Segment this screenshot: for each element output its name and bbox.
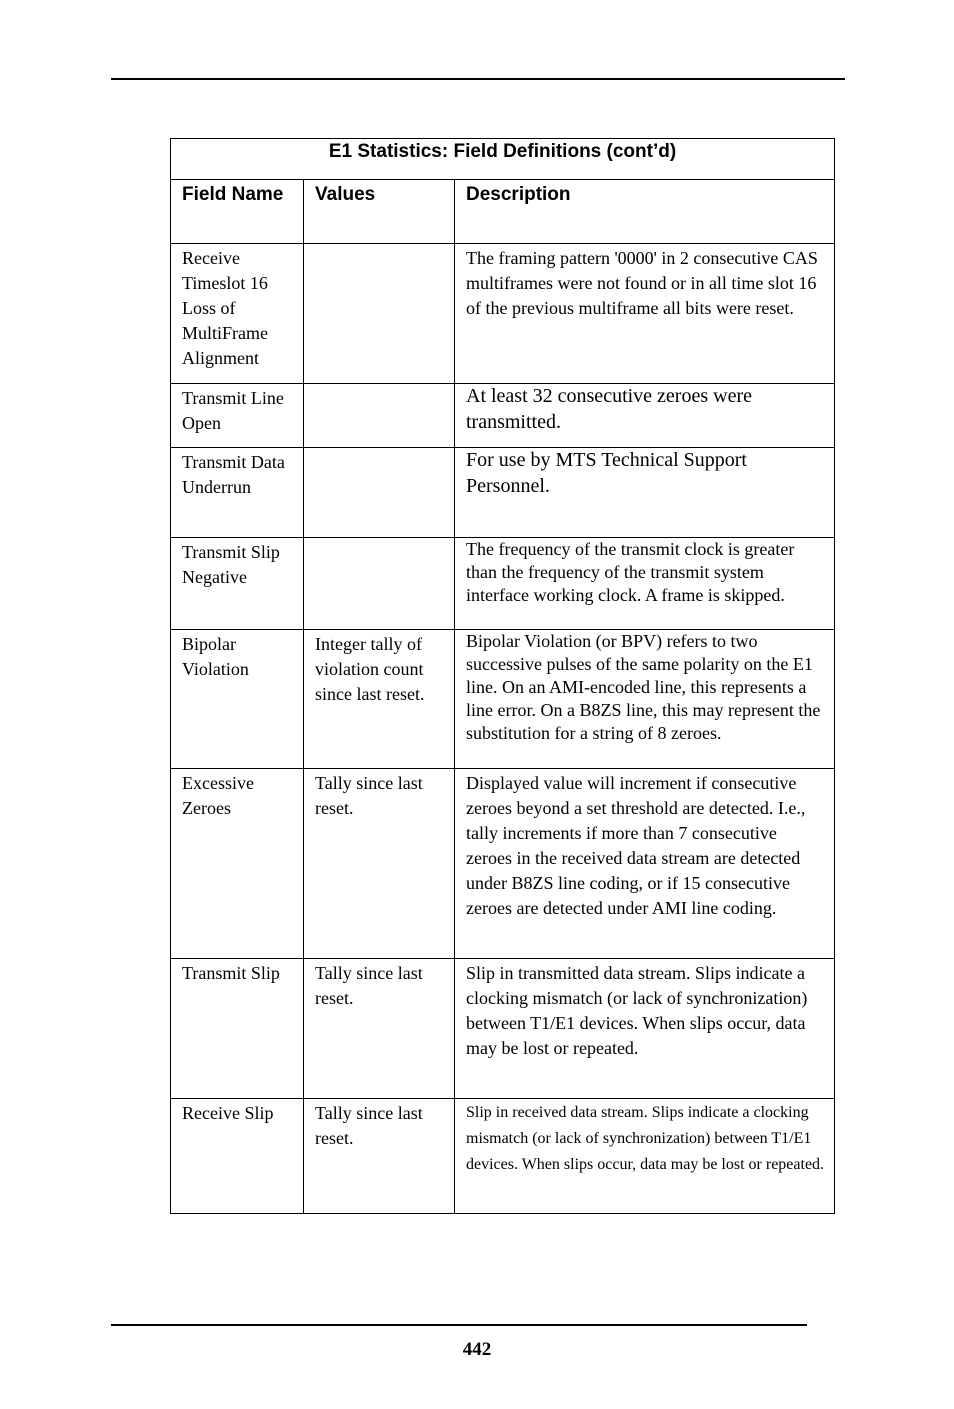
row-description: Displayed value will increment if consecutive zeroes beyond a set threshold are detected. I.e., tally increments if more than 7 consecutive zeroes in the received data stream are detected under B8ZS line coding, or if 15 consecutive zeroes are detected under AMI line coding. <box>455 769 835 959</box>
table-row <box>171 448 835 538</box>
row-field-name: Excessive Zeroes <box>171 769 304 959</box>
row-description: Slip in received data stream. Slips indicate a clocking mismatch (or lack of synchronization) between T1/E1 devices. When slips occur, data may be lost or repeated. <box>455 1099 835 1214</box>
row-values: Tally since last reset. <box>304 1099 455 1214</box>
row-values <box>304 448 455 538</box>
row-description: Bipolar Violation (or BPV) refers to two successive pulses of the same polarity on the E1 line. On an AMI-encoded line, this represents a line error. On a B8ZS line, this may represent the substitution for a string of 8 zeroes. <box>455 630 835 769</box>
table-title-row <box>171 139 835 180</box>
row-description: Slip in transmitted data stream. Slips indicate a clocking mismatch (or lack of synchronization) between T1/E1 devices. When slips occur, data may be lost or repeated. <box>455 959 835 1099</box>
row-values <box>304 384 455 448</box>
header-rule <box>111 78 845 80</box>
row-description: At least 32 consecutive zeroes were transmitted. <box>455 384 835 448</box>
field-definitions-table <box>170 138 835 1214</box>
footer-rule <box>111 1324 807 1326</box>
row-description: The framing pattern '0000' in 2 consecutive CAS multiframes were not found or in all time slot 16 of the previous multiframe all bits were reset. <box>455 244 835 384</box>
row-values: Tally since last reset. <box>304 959 455 1099</box>
table-row <box>171 244 835 384</box>
header-field-name: Field Name <box>171 180 304 244</box>
row-field-name: Transmit Line Open <box>171 384 304 448</box>
table-row <box>171 630 835 769</box>
row-values: Integer tally of violation count since last reset. <box>304 630 455 769</box>
table-row <box>171 769 835 959</box>
row-field-name: Receive Timeslot 16 Loss of MultiFrame Alignment <box>171 244 304 384</box>
row-values <box>304 538 455 630</box>
row-field-name: Transmit Slip Negative <box>171 538 304 630</box>
table-title: E1 Statistics: Field Definitions (cont’d) <box>171 139 835 180</box>
row-field-name: Bipolar Violation <box>171 630 304 769</box>
header-description: Description <box>455 180 835 244</box>
table-row <box>171 959 835 1099</box>
table-row <box>171 384 835 448</box>
table-row <box>171 1099 835 1214</box>
header-values: Values <box>304 180 455 244</box>
row-field-name: Transmit Data Underrun <box>171 448 304 538</box>
page-number: 442 <box>462 1339 492 1360</box>
row-description: The frequency of the transmit clock is greater than the frequency of the transmit system interface working clock. A frame is skipped. <box>455 538 835 630</box>
row-description: For use by MTS Technical Support Personnel. <box>455 448 835 538</box>
row-values <box>304 244 455 384</box>
row-field-name: Transmit Slip <box>171 959 304 1099</box>
table-header-row <box>171 180 835 244</box>
row-values: Tally since last reset. <box>304 769 455 959</box>
row-field-name: Receive Slip <box>171 1099 304 1214</box>
table-row <box>171 538 835 630</box>
